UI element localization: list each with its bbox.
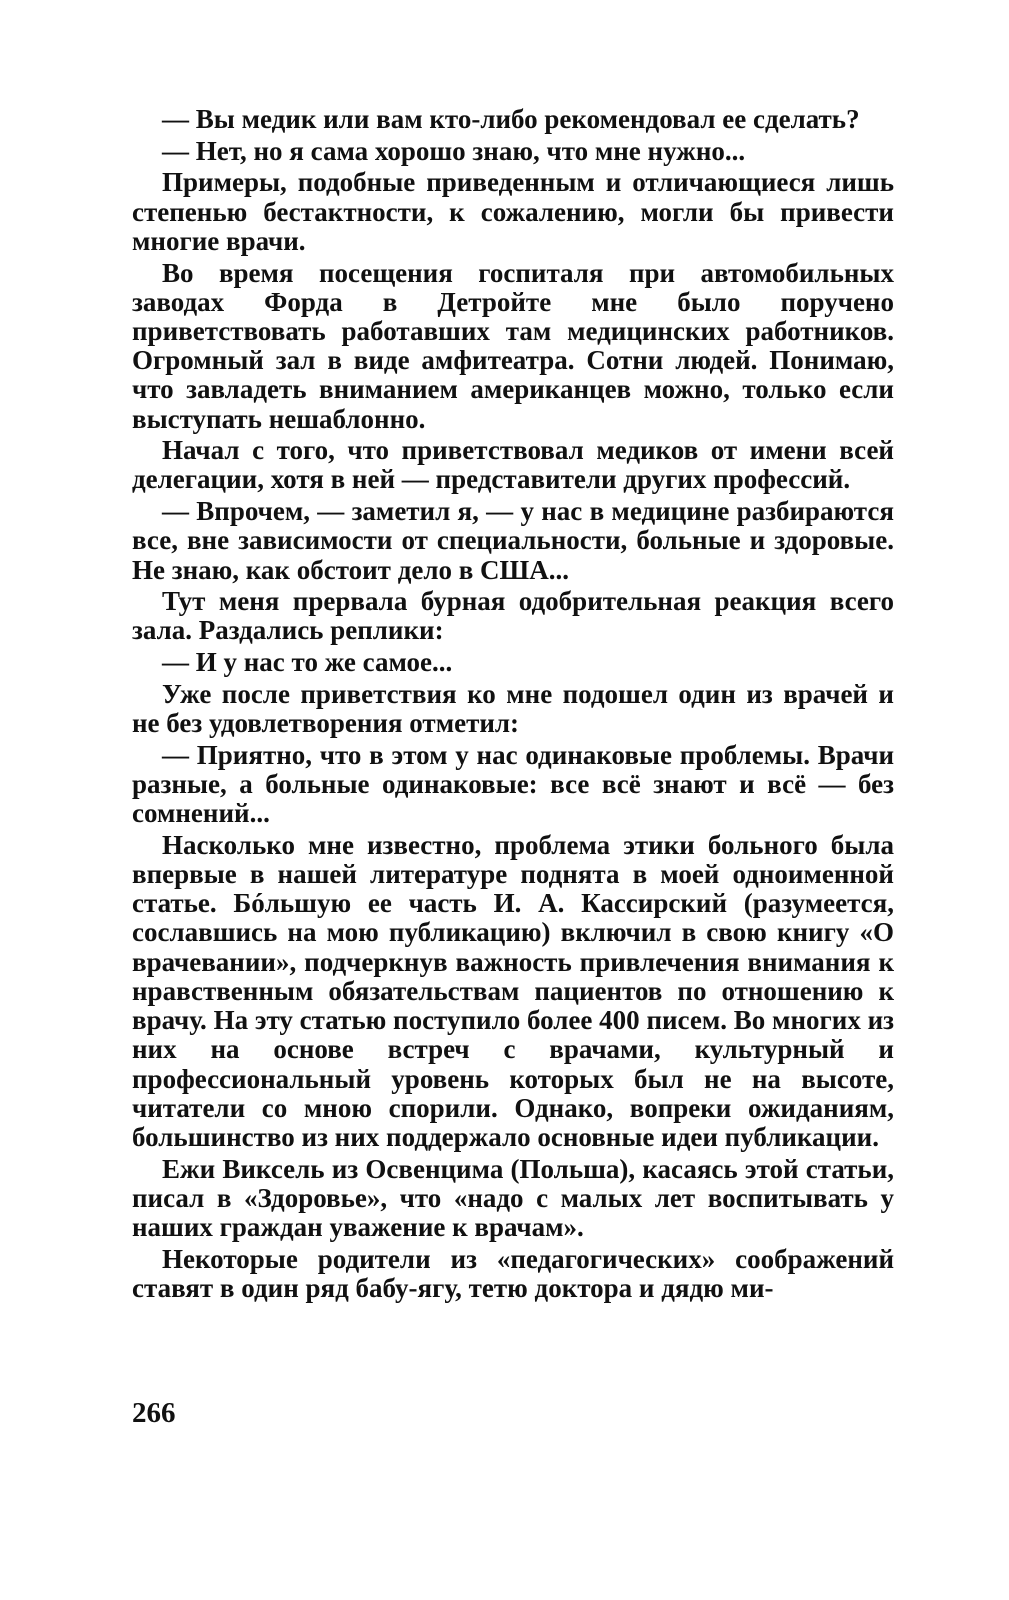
paragraph-1: — Вы медик или вам кто-либо рекомендовал ее сделать? — [162, 104, 860, 134]
paragraph-5: Начал с того, что приветствовал медиков от имени всей делегации, хотя в ней — представители других профессий. — [132, 435, 894, 495]
paragraph-11: Насколько мне известно, проблема этики больного была впервые в нашей литературе поднята в моей одноименной статье. Бóльшую ее часть И. А. Кассирский (разумеется, сославшись на мою публикацию) включил в свою книгу «О врачевании», подчеркнув важность привлечения внимания к нравственным обязательствам пациентов по отношению к врачу. На эту статью поступило более 400 писем. Во многих из них на основе встреч с врачами, культурный и профессиональный уровень которых был не на высоте, читатели со мною спорили. Однако, вопреки ожиданиям, большинство из них поддержало основные идеи публикации. — [132, 829, 894, 1152]
paragraph-6: — Впрочем, — заметил я, — у нас в медицине разбираются все, вне зависимости от специальности, больные и здоровые. Не знаю, как обстоит дело в США... — [132, 496, 894, 585]
paragraph-2: — Нет, но я сама хорошо знаю, что мне нужно... — [162, 135, 746, 166]
book-page — [132, 105, 894, 1465]
paragraph-7: Тут меня прервала бурная одобрительная реакция всего зала. Раздались реплики: — [132, 586, 894, 646]
paragraph-12: Ежи Виксель из Освенцима (Польша), касаясь этой статьи, писал в «Здоровье», что «надо с малых лет воспитывать у наших граждан уважение к врачам». — [132, 1153, 894, 1243]
paragraph-8: — И у нас то же самое... — [162, 647, 453, 678]
paragraph-10: — Приятно, что в этом у нас одинаковые проблемы. Врачи разные, а больные одинаковые: все всё знают и всё — без сомнений... — [132, 739, 894, 829]
paragraph-3: Примеры, подобные приведенным и отличающиеся лишь степенью бестактности, к сожалению, могли бы привести многие врачи. — [132, 167, 894, 256]
paragraph-9: Уже после приветствия ко мне подошел один из врачей и не без удовлетворения отметил: — [132, 678, 894, 739]
paragraph-13: Некоторые родители из «педагогических» соображений ставят в один ряд бабу-ягу, тетю доктора и дядю ми- — [132, 1243, 894, 1303]
page-body-text — [132, 105, 894, 1303]
paragraph-4: Во время посещения госпиталя при автомобильных заводах Форда в Детройте мне было поручено приветствовать работавших там медицинских работников. Огромный зал в виде амфитеатра. Сотни людей. Понимаю, что завладеть вниманием американцев можно, только если выступать нешаблонно. — [132, 257, 894, 434]
page-number: 266 — [132, 1397, 176, 1429]
